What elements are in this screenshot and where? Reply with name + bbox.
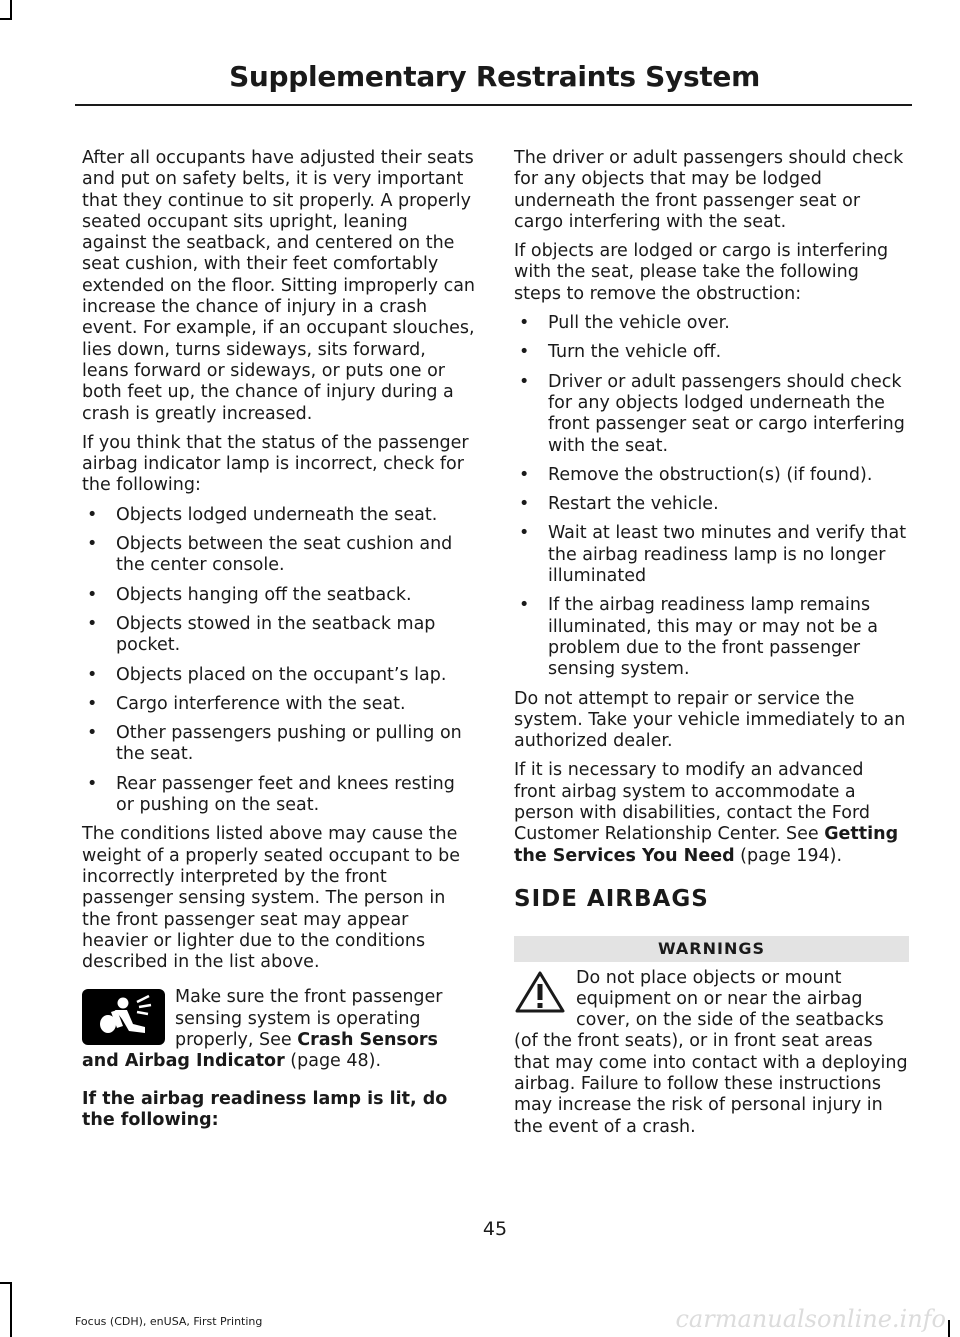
page-title: Supplementary Restraints System xyxy=(229,60,760,93)
airbag-indicator-icon xyxy=(82,989,165,1045)
crop-mark xyxy=(10,1282,12,1337)
services-link[interactable]: Getting the Services You Need xyxy=(514,824,899,866)
print-footer: Focus (CDH), enUSA, First Printing xyxy=(75,1315,263,1328)
conditions-paragraph: The conditions listed above may cause the weight of a properly seated occupant to be incorrectly interpreted by the front passenger sensing system. The person in the front passenger seat may appear heavier or lighter due to the conditions described in the list above. xyxy=(82,824,461,973)
list-item: • If the airbag readiness lamp remains illuminated, this may or may not be a problem due to the front passenger sensing system. xyxy=(514,595,909,680)
objects-check-paragraph: The driver or adult passengers should check for any objects that may be lodged underneath the front passenger seat or cargo interfering with the seat. xyxy=(514,148,904,232)
indicator-check-paragraph: If you think that the status of the passenger airbag indicator lamp is incorrect, check for the following: xyxy=(82,432,469,496)
info-page-ref: (page 48). xyxy=(284,1051,382,1072)
info-text: Make sure the front passenger sensing system is operating properly, See xyxy=(175,987,443,1050)
left-column xyxy=(82,148,477,1139)
crash-sensors-link[interactable]: Crash Sensors and Airbag Indicator xyxy=(82,1029,438,1072)
disability-text: If it is necessary to modify an advanced front airbag system to accommodate a person with disabilities, contact the Ford Customer Relationship Center. See xyxy=(514,760,870,845)
steps-intro-paragraph: If objects are lodged or cargo is interfering with the seat, please take the following steps to remove the obstruction: xyxy=(514,241,889,304)
warning-text: Do not place objects or mount equipment on or near the airbag cover, on the side of the seatbacks (of the front seats), or in front seat areas that may come into contact with a deploying airbag. Failure to follow these instructions may increase the risk of personal injury in the event of a crash. xyxy=(514,967,908,1137)
list-item: • Remove the obstruction(s) (if found). xyxy=(514,465,909,486)
list-item: • Objects placed on the occupant’s lap. xyxy=(82,665,477,686)
list-item: • Rear passenger feet and knees resting or pushing on the seat. xyxy=(82,774,477,817)
list-item: • Other passengers pushing or pulling on the seat. xyxy=(82,723,477,766)
crop-mark xyxy=(10,0,12,20)
list-item: • Restart the vehicle. xyxy=(514,494,909,515)
warnings-header: WARNINGS xyxy=(514,936,909,961)
crop-mark xyxy=(0,18,12,20)
list-item: • Turn the vehicle off. xyxy=(514,342,909,363)
info-note xyxy=(82,987,477,1072)
warning-block xyxy=(514,968,909,1138)
right-column xyxy=(514,148,909,1138)
readiness-lamp-heading: If the airbag readiness lamp is lit, do the following: xyxy=(82,1088,448,1130)
crop-mark xyxy=(0,1282,12,1284)
seating-paragraph: After all occupants have adjusted their seats and put on safety belts, it is very important that they continue to sit properly. A properly seated occupant sits upright, leaning against the seatback, and centered on the seat cushion, with their feet comfortably extended on the floor. Sitting improperly can increase the chance of injury in a crash event. For example, if an occupant slouches, lies down, turns sideways, sits forward, leans forward or sideways, or puts one or both feet up, the chance of injury during a crash is greatly increased. xyxy=(82,148,476,424)
warning-triangle-icon xyxy=(514,970,566,1014)
dealer-paragraph: Do not attempt to repair or service the system. Take your vehicle immediately to an authorized dealer. xyxy=(514,688,906,752)
crop-mark xyxy=(948,1320,950,1337)
list-item: • Driver or adult passengers should check for any objects lodged underneath the front passenger seat or cargo interfering with the seat. xyxy=(514,372,909,457)
disability-paragraph xyxy=(514,760,909,866)
side-airbags-heading: SIDE AIRBAGS xyxy=(514,885,709,912)
list-item: • Objects hanging off the seatback. xyxy=(82,585,477,606)
page-number: 45 xyxy=(482,1218,508,1240)
check-list xyxy=(82,505,477,817)
list-item: • Wait at least two minutes and verify that the airbag readiness lamp is no longer illuminated xyxy=(514,523,909,587)
list-item: • Cargo interference with the seat. xyxy=(82,694,477,715)
list-item: • Objects between the seat cushion and the center console. xyxy=(82,534,477,577)
header-divider xyxy=(75,104,912,106)
list-item: • Pull the vehicle over. xyxy=(514,313,909,334)
services-page-ref: (page 194). xyxy=(734,845,843,866)
steps-list xyxy=(514,313,909,680)
list-item: • Objects lodged underneath the seat. xyxy=(82,505,477,526)
watermark: carmanualsonline.info xyxy=(675,1305,946,1333)
list-item: • Objects stowed in the seatback map pocket. xyxy=(82,614,477,657)
